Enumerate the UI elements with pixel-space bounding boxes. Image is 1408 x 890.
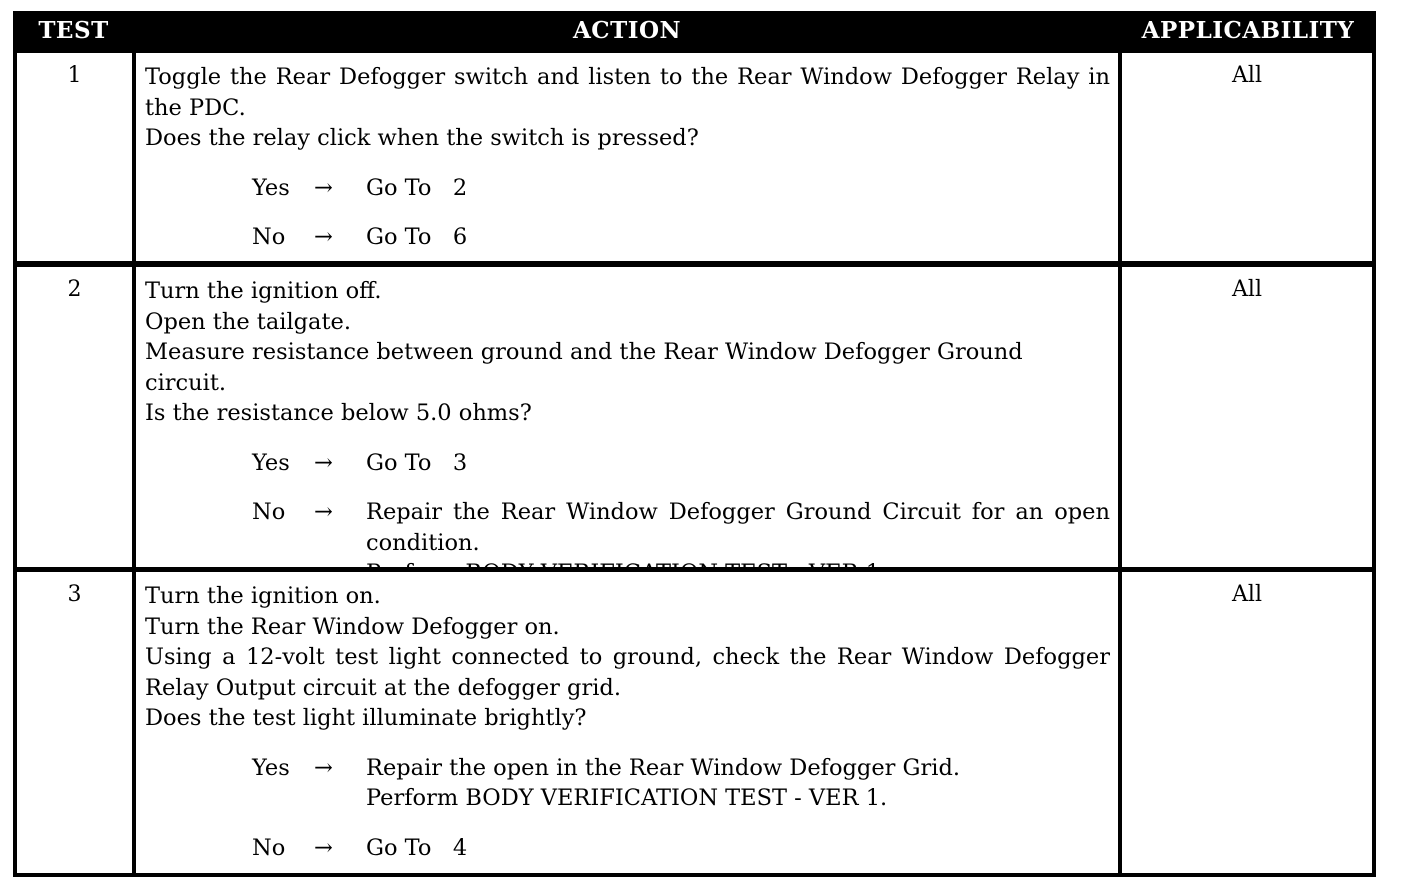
action-step: Toggle the Rear Defogger switch and listen to the Rear Window Defogger Relay in the PDC. <box>145 64 1110 121</box>
no-result: Repair the Rear Window Defogger Ground Circuit for an open condition. <box>366 499 1110 556</box>
diagnostic-table <box>13 11 1376 877</box>
header-action: ACTION <box>572 17 682 44</box>
arrow-icon: → <box>314 449 333 476</box>
action-question: Does the test light illuminate brightly? <box>145 705 587 731</box>
no-label: No <box>252 224 286 250</box>
yes-label: Yes <box>252 449 290 476</box>
test-number-cell <box>17 267 132 567</box>
action-step: Turn the Rear Window Defogger on. <box>145 613 560 640</box>
test-number-cell <box>17 572 132 873</box>
action-cell <box>136 267 1118 567</box>
test-number: 3 <box>67 582 82 607</box>
no-branch <box>145 222 1110 253</box>
applicability-cell <box>1122 267 1372 567</box>
yes-branch <box>145 753 1110 814</box>
arrow-icon: → <box>314 499 333 525</box>
action-step: Measure resistance between ground and the Rear Window Defogger Ground circuit. <box>145 339 1023 396</box>
action-step: Turn the ignition off. <box>145 278 382 304</box>
yes-branch <box>145 173 1110 204</box>
yes-branch <box>145 448 1110 479</box>
applicability-cell <box>1122 53 1372 261</box>
action-question: Is the resistance below 5.0 ohms? <box>145 400 532 426</box>
header-applicability: APPLICABILITY <box>1141 17 1355 44</box>
arrow-icon: → <box>314 834 333 861</box>
table-header <box>13 11 1376 49</box>
applicability-value: All <box>1232 63 1262 88</box>
arrow-icon: → <box>314 224 333 250</box>
test-number-cell <box>17 53 132 261</box>
arrow-icon: → <box>314 174 333 201</box>
action-step: Turn the ignition on. <box>145 583 381 609</box>
no-label: No <box>252 499 286 525</box>
action-question: Does the relay click when the switch is pressed? <box>145 125 699 151</box>
applicability-cell <box>1122 572 1372 873</box>
test-number: 2 <box>67 277 82 302</box>
applicability-value: All <box>1232 582 1262 607</box>
action-step: Open the tailgate. <box>145 308 351 335</box>
applicability-value: All <box>1232 277 1262 302</box>
yes-result: Go To 2 <box>366 174 468 201</box>
yes-label: Yes <box>252 174 290 201</box>
action-cell <box>136 53 1118 261</box>
no-label: No <box>252 834 286 861</box>
yes-result-verification: Perform BODY VERIFICATION TEST - VER 1. <box>366 785 888 811</box>
action-cell <box>136 572 1118 873</box>
no-branch <box>145 833 1110 864</box>
no-result: Go To 4 <box>366 834 468 861</box>
yes-result: Go To 3 <box>366 449 468 476</box>
test-number: 1 <box>67 63 82 88</box>
action-step: Using a 12-volt test light connected to ground, check the Rear Window Defogger Relay Output circuit at the defogger grid. <box>145 644 1110 701</box>
arrow-icon: → <box>314 754 333 781</box>
yes-label: Yes <box>252 754 290 781</box>
header-test: TEST <box>38 17 109 44</box>
no-result: Go To 6 <box>366 224 468 250</box>
yes-result: Repair the open in the Rear Window Defogger Grid. <box>366 754 961 781</box>
